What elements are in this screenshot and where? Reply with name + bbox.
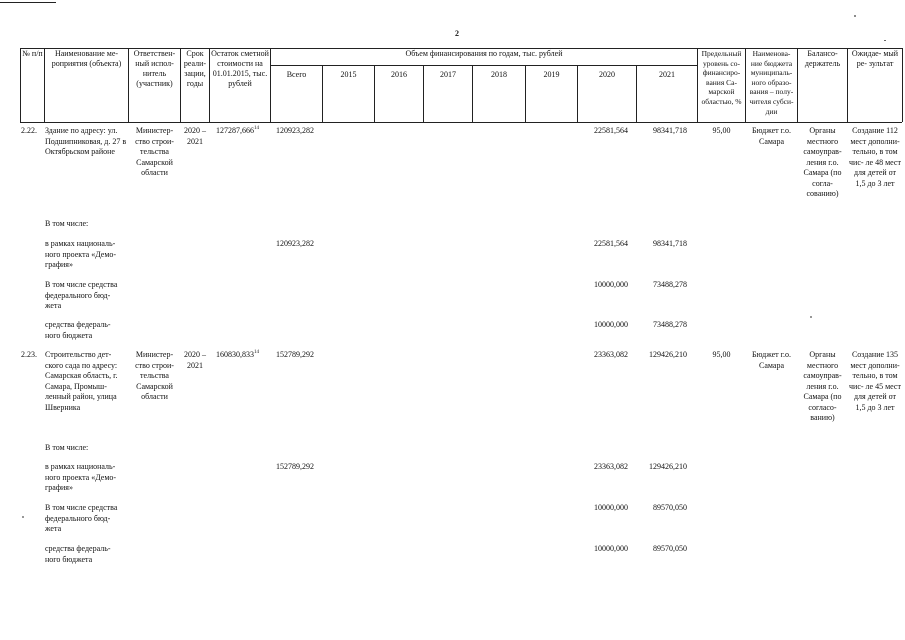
- sub-row-label: в рамках националь- ного проекта «Демо- графия»: [45, 462, 117, 492]
- row-total: 152789,292: [276, 350, 314, 359]
- sub-row-2021: 89570,050: [653, 544, 687, 553]
- header-year-2021: 2021: [659, 70, 675, 79]
- header-holder: Балансо- держатель: [804, 49, 841, 68]
- sub-row-label: в рамках националь- ного проекта «Демо- графия»: [45, 239, 117, 269]
- sub-row-2021: 129426,210: [649, 462, 687, 471]
- sub-row-label: В том числе средства федерального бюд- жета: [45, 280, 118, 310]
- sub-row-2021: 73488,278: [653, 320, 687, 329]
- row-term: 2020 – 2021: [184, 350, 206, 370]
- row-number: 2.23.: [21, 350, 37, 359]
- sub-row-total: 152789,292: [276, 462, 314, 471]
- header-funding-group: Объем финансирования по годам, тыс. рублей: [405, 49, 563, 58]
- header-result: Ожидае- мый ре- зультат: [851, 49, 899, 68]
- sub-row-label: средства федераль- ного бюджета: [45, 544, 111, 564]
- sub-row-2020: 10000,000: [594, 320, 628, 329]
- header-year-2018: 2018: [491, 70, 507, 79]
- footnote-mark: 14: [254, 350, 259, 355]
- row-value-2020: 22581,564: [594, 126, 628, 135]
- sub-row-label: средства федераль- ного бюджета: [45, 320, 111, 340]
- header-year-2017: 2017: [440, 70, 456, 79]
- sub-row-2020: 23363,082: [594, 462, 628, 471]
- sub-row-2020: 10000,000: [594, 503, 628, 512]
- row-max-level: 95,00: [712, 350, 731, 359]
- header-name: Наименование ме- роприятия (объекта): [51, 49, 122, 68]
- header-budget: Наименова- ние бюджета муниципаль- ного образо- вания – полу- чителя субси- дии: [749, 49, 794, 116]
- row-responsible: Министер- ство строи- тельства Самарской области: [135, 126, 174, 177]
- header-year-2020: 2020: [599, 70, 615, 79]
- row-number: 2.22.: [21, 126, 37, 135]
- sub-row-2020: 10000,000: [594, 544, 628, 553]
- row-value-2020: 23363,082: [594, 350, 628, 359]
- row-value-2021: 129426,210: [649, 350, 687, 359]
- sub-row-2021: 73488,278: [653, 280, 687, 289]
- row-result: Создание 135 мест дополни- тельно, в том чис- ле 45 мест для детей от 1,5 до 3 лет: [849, 350, 901, 412]
- top-rule: [0, 2, 56, 3]
- scan-speck: [22, 516, 24, 518]
- header-total: Всего: [286, 70, 307, 79]
- row-value-2021: 98341,718: [653, 126, 687, 135]
- header-responsible: Ответствен- ный испол- нитель (участник): [133, 49, 176, 88]
- header-balance: Остаток сметной стоимости на 01.01.2015, тыс. рублей: [211, 49, 269, 88]
- row-responsible: Министер- ство строи- тельства Самарской области: [135, 350, 174, 401]
- row-budget: Бюджет г.о. Самара: [751, 126, 792, 146]
- row-term: 2020 – 2021: [184, 126, 206, 146]
- row-balance: 160830,833$^{14}$: [216, 350, 259, 359]
- row-holder: Органы местного самоуправ- ления г.о. Самара (по согласо- ванию): [803, 350, 842, 422]
- row-total: 120923,282: [276, 126, 314, 135]
- row-max-level: 95,00: [712, 126, 731, 135]
- header-year-2016: 2016: [391, 70, 407, 79]
- header-year-2019: 2019: [543, 70, 560, 79]
- row-object-name: Строительство дет- ского сада по адресу: Самарская область, г. Самара, Промыш- ленный район, улица Шверника: [45, 350, 118, 412]
- page-number: 2: [455, 29, 459, 38]
- sub-row-total: 120923,282: [276, 239, 314, 248]
- row-result: Создание 112 мест дополни- тельно, в том чис- ле 48 мест для детей от 1,5 до 3 лет: [849, 126, 901, 188]
- row-object-name: Здание по адресу: ул. Подшипниковая, д. 27 в Октябрьском районе: [45, 126, 127, 156]
- scan-speck: [810, 316, 812, 318]
- sub-row-label: В том числе средства федерального бюд- жета: [45, 503, 118, 533]
- header-group-divider: [270, 65, 697, 66]
- header-num: № п/п: [22, 49, 43, 58]
- footnote-mark: 14: [254, 126, 259, 131]
- scan-speck: [884, 40, 886, 41]
- header-max-level: Предельный уровень со- финансиро- вания Са- марской областью, %: [701, 49, 742, 106]
- scan-speck: [854, 15, 856, 17]
- sub-row-2021: 98341,718: [653, 239, 687, 248]
- header-year-2015: 2015: [340, 70, 357, 79]
- row-budget: Бюджет г.о. Самара: [751, 350, 792, 370]
- including-label: В том числе:: [45, 443, 89, 452]
- header-bottom-border: [20, 122, 902, 123]
- header-term: Срок реали- зации, годы: [183, 49, 207, 88]
- sub-row-2020: 10000,000: [594, 280, 628, 289]
- sub-row-2021: 89570,050: [653, 503, 687, 512]
- sub-row-2020: 22581,564: [594, 239, 628, 248]
- row-holder: Органы местного самоуправ- ления г.о. Самара (по согла- сованию): [803, 126, 842, 198]
- including-label: В том числе:: [45, 219, 89, 228]
- row-balance: 127287,666$^{14}$: [216, 126, 259, 135]
